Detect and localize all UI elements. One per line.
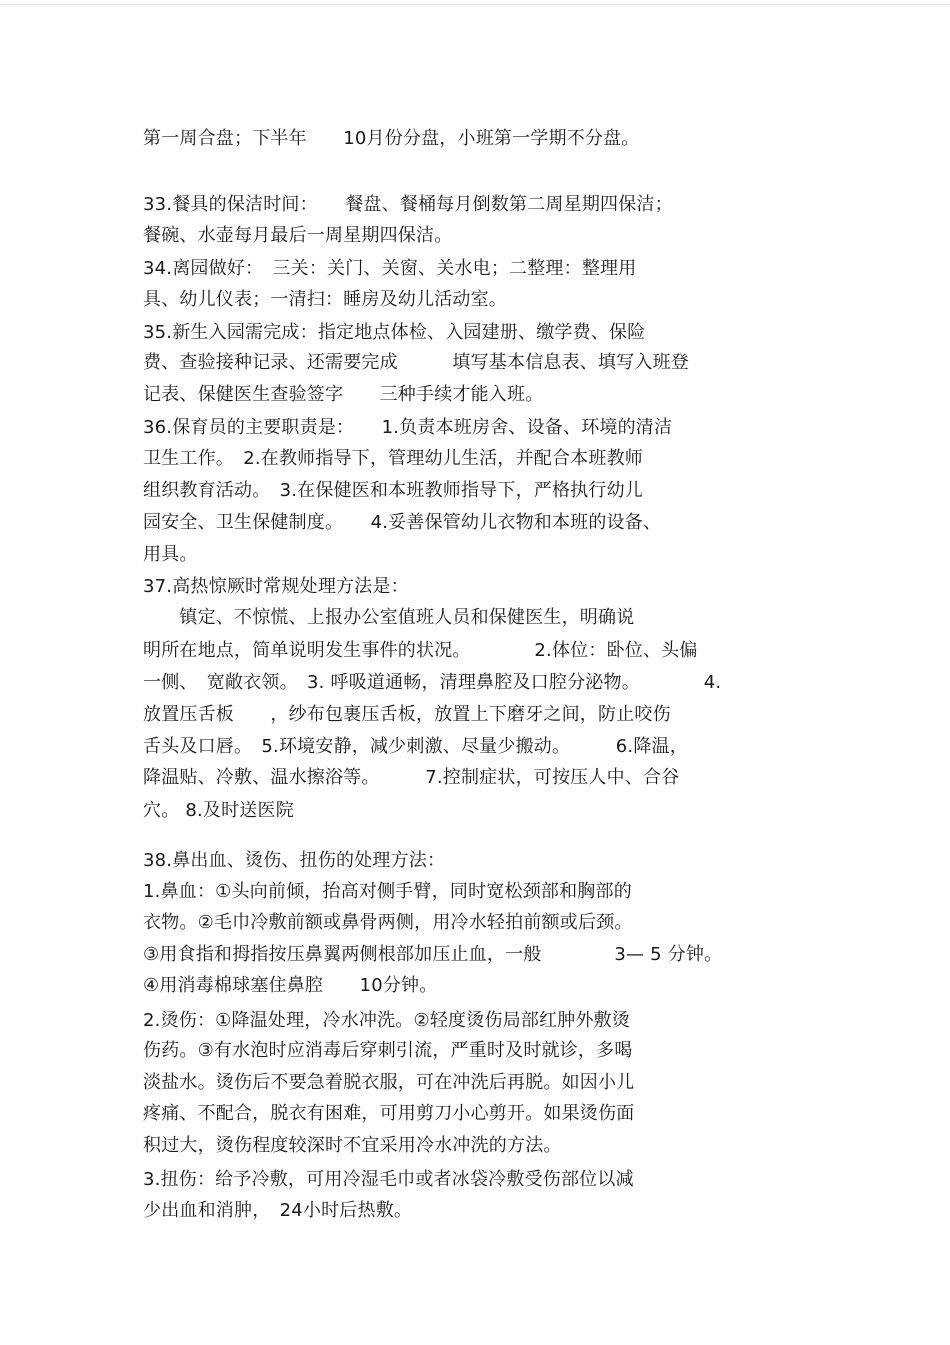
text-line: 34.离园做好： 三关：关门、关窗、关水电；二整理：整理用 <box>143 258 637 279</box>
text-line: 2.烫伤：①降温处理，冷水冲洗。②轻度烫伤局部红肿外敷烫 <box>143 1010 631 1031</box>
text-line: 伤药。③有水泡时应消毒后穿刺引流，严重时及时就诊，多喝 <box>143 1040 633 1061</box>
text-line: 降温贴、冷敷、温水擦浴等。 7.控制症状，可按压人中、合谷 <box>143 767 680 788</box>
text-line: 组织教育活动。 3.在保健医和本班教师指导下，严格执行幼儿 <box>143 480 643 501</box>
text-line: 明所在地点，简单说明发生事件的状况。 2.体位：卧位、头偏 <box>143 640 698 661</box>
text-line: 记表、保健医生查验签字 三种手续才能入班。 <box>143 384 544 405</box>
text-line: ③用食指和拇指按压鼻翼两侧根部加压止血，一般 3— 5 分钟。 <box>143 944 723 965</box>
text-line: 3.扭伤：给予冷敷，可用冷湿毛巾或者冰袋冷敷受伤部位以减 <box>143 1169 634 1190</box>
text-line: 卫生工作。 2.在教师指导下，管理幼儿生活，并配合本班教师 <box>143 448 643 469</box>
text-line: 餐碗、水壶每月最后一周星期四保洁。 <box>143 225 453 246</box>
text-line: ④用消毒棉球塞住鼻腔 10分钟。 <box>143 975 438 996</box>
text-line: 穴。 8.及时送医院 <box>143 800 294 821</box>
text-line: 用具。 <box>143 544 198 565</box>
text-line: 38.鼻出血、烫伤、扭伤的处理方法： <box>143 850 446 871</box>
text-line: 放置压舌板 ，纱布包裹压舌板，放置上下磨牙之间，防止咬伤 <box>143 704 671 725</box>
text-line: 36.保育员的主要职责是： 1.负责本班房舍、设备、环境的清洁 <box>143 417 673 438</box>
text-line: 少出血和消肿， 24小时后热敷。 <box>143 1200 413 1221</box>
text-line: 具、幼儿仪表；一清扫：睡房及幼儿活动室。 <box>143 289 507 310</box>
text-line: 衣物。②毛巾冷敷前额或鼻骨两侧，用冷水轻拍前额或后颈。 <box>143 912 633 933</box>
text-line: 37.高热惊厥时常规处理方法是： <box>143 576 409 597</box>
text-line: 疼痛、不配合，脱衣有困难，可用剪刀小心剪开。如果烫伤面 <box>143 1103 635 1124</box>
text-line: 一侧、 宽敞衣领。 3. 呼吸道通畅，清理鼻腔及口腔分泌物。 4. <box>143 672 722 693</box>
text-line: 35.新生入园需完成：指定地点体检、入园建册、缴学费、保险 <box>143 322 646 343</box>
text-line: 1.鼻血：①头向前倾，抬高对侧手臂，同时宽松颈部和胸部的 <box>143 881 632 902</box>
text-line: 镇定、不惊慌、上报办公室值班人员和保健医生，明确说 <box>143 607 635 628</box>
page-top-border <box>0 4 950 5</box>
text-line: 33.餐具的保洁时间： 餐盘、餐桶每月倒数第二周星期四保洁； <box>143 194 673 215</box>
text-line: 园安全、卫生保健制度。 4.妥善保管幼儿衣物和本班的设备、 <box>143 512 662 533</box>
text-line: 积过大，烫伤程度较深时不宜采用冷水冲洗的方法。 <box>143 1135 562 1156</box>
text-line: 费、查验接种记录、还需要完成 填写基本信息表、填写入班登 <box>143 352 689 373</box>
text-line: 第一周合盘；下半年 10月份分盘，小班第一学期不分盘。 <box>143 128 640 149</box>
text-line: 舌头及口唇。 5.环境安静，减少刺激、尽量少搬动。 6.降温， <box>143 736 688 757</box>
text-line: 淡盐水。烫伤后不要急着脱衣服，可在冲洗后再脱。如因小儿 <box>143 1072 635 1093</box>
